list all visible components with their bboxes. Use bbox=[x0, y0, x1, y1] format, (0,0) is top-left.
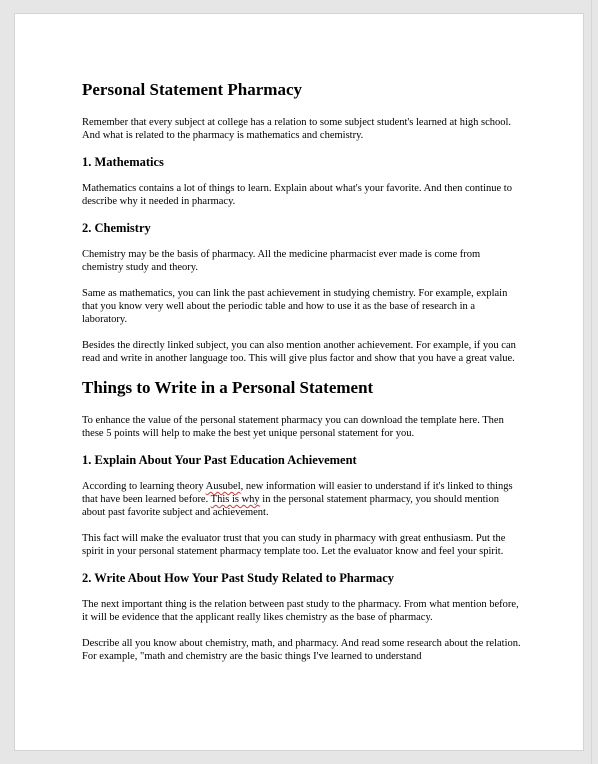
chemistry-paragraph-2: Same as mathematics, you can link the past achievement in studying chemistry. For example, explain that you know very well about the periodic table and how to use it as the base of research in a laboratory. bbox=[82, 288, 508, 325]
window-edge-scrollbar[interactable] bbox=[591, 0, 598, 764]
chemistry-paragraph-3: Besides the directly linked subject, you can also mention another achievement. For example, if you can read and write in another language too. This will give plus factor and show that you have a great value. bbox=[82, 340, 516, 364]
text-run: in the personal statement pharmacy, you should mention about past favorite subject and achievement. bbox=[82, 494, 499, 518]
past-study-paragraph-2: Describe all you know about chemistry, math, and pharmacy. And read some research about the relation. For example, "math and chemistry are the basic things I've learned to understand bbox=[82, 638, 521, 662]
past-study-paragraph-1: The next important thing is the relation between past study to the pharmacy. From what mention before, it will be evidence that the applicant really likes chemistry as the base of pharmacy. bbox=[82, 599, 519, 623]
mathematics-paragraph: Mathematics contains a lot of things to learn. Explain about what's your favorite. And then continue to describe why it needed in pharmacy. bbox=[82, 183, 512, 207]
text-run: , new information will easier to understand if it's linked to things that have been learned before. bbox=[82, 481, 513, 505]
chemistry-paragraph-1: Chemistry may be the basis of pharmacy. All the medicine pharmacist ever made is come from chemistry study and theory. bbox=[82, 249, 481, 273]
past-education-paragraph-1 bbox=[82, 480, 522, 519]
text-run: According to learning theory bbox=[82, 481, 206, 492]
section-title-things-to-write: Things to Write in a Personal Statement bbox=[82, 378, 374, 397]
heading-mathematics: 1. Mathematics bbox=[82, 155, 164, 169]
document-body[interactable] bbox=[82, 80, 522, 676]
heading-past-study: 2. Write About How Your Past Study Related to Pharmacy bbox=[82, 571, 395, 585]
intro-paragraph: Remember that every subject at college has a relation to some subject student's learned at high school. And what is related to the pharmacy is mathematics and chemistry. bbox=[82, 117, 512, 141]
heading-chemistry: 2. Chemistry bbox=[82, 221, 151, 235]
heading-past-education: 1. Explain About Your Past Education Achievement bbox=[82, 453, 357, 467]
spelling-flagged-word[interactable]: Ausubel bbox=[205, 481, 241, 492]
grammar-flagged-phrase[interactable]: This is why bbox=[210, 494, 260, 505]
section-intro-paragraph: To enhance the value of the personal statement pharmacy you can download the template here. Then these 5 points will help to make the best yet unique personal statement for you. bbox=[82, 415, 504, 439]
past-education-paragraph-2: This fact will make the evaluator trust that you can study in pharmacy with great enthusiasm. Put the spirit in your personal statement pharmacy template too. Let the evaluator know and feel your spirit. bbox=[82, 533, 506, 557]
document-page bbox=[15, 14, 583, 750]
document-title: Personal Statement Pharmacy bbox=[82, 80, 303, 99]
